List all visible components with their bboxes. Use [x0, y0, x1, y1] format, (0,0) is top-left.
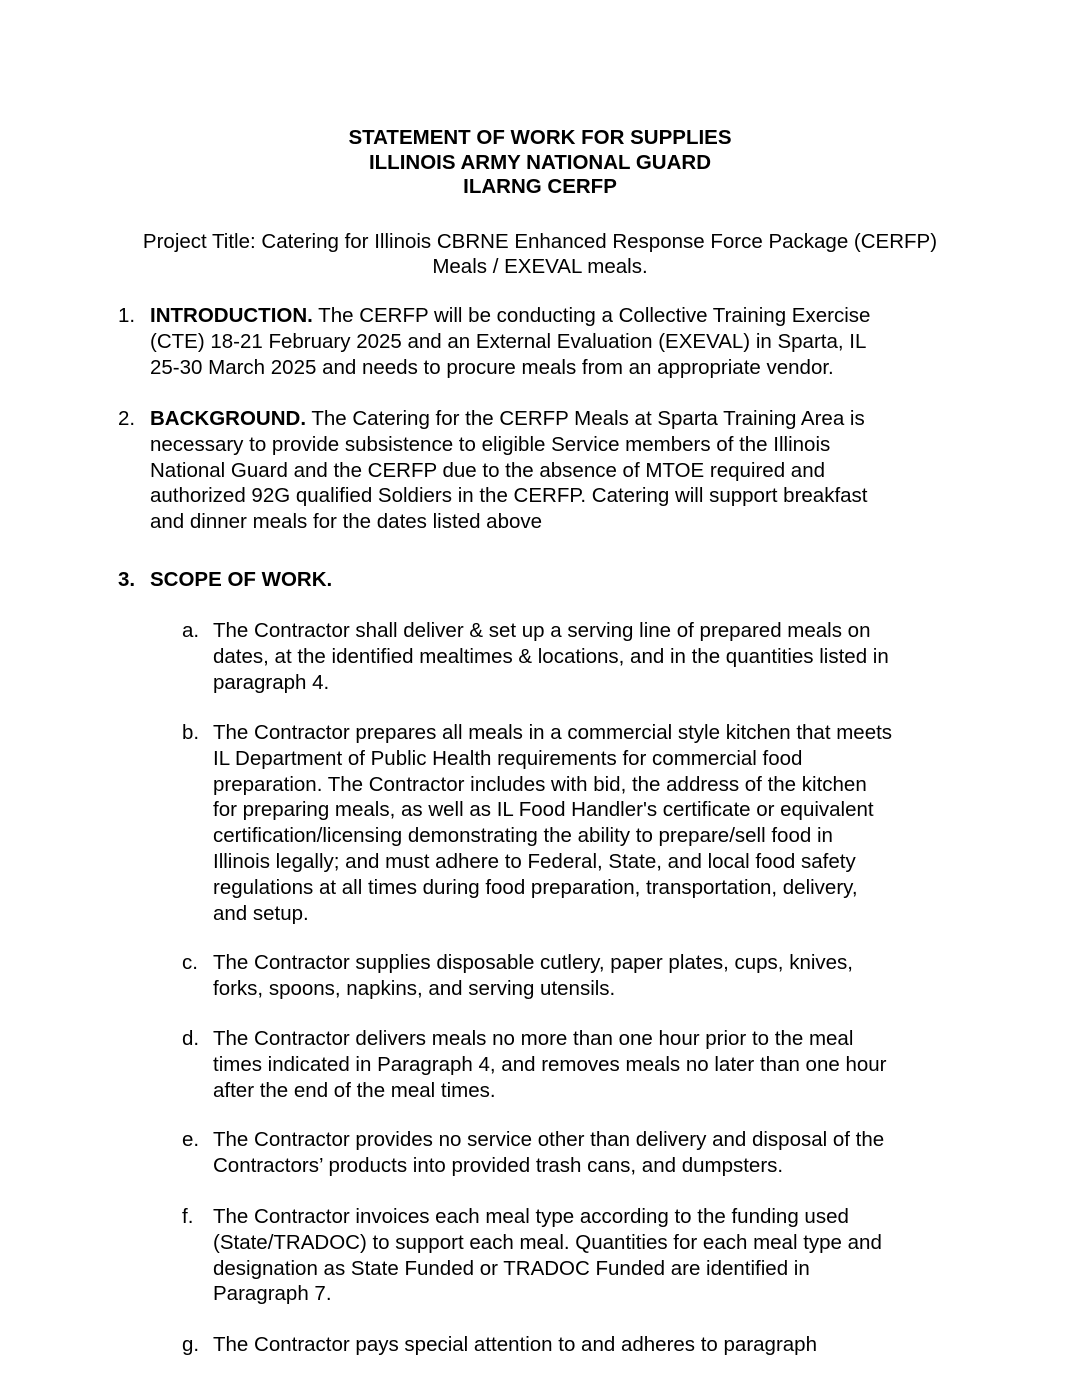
scope-item-line: Illinois legally; and must adhere to Federal, State, and local food safety — [213, 849, 856, 873]
scope-item-line: The Contractor invoices each meal type according to the funding used — [213, 1205, 849, 1228]
scope-item-line: regulations at all times during food preparation, transportation, delivery, — [213, 875, 858, 899]
scope-item-body — [213, 1127, 933, 1179]
section-line: necessary to provide subsistence to eligible Service members of the Illinois — [150, 432, 831, 456]
scope-item-line: forks, spoons, napkins, and serving utensils. — [213, 976, 616, 1000]
section-number: 1. — [118, 304, 136, 327]
section-number: 2. — [118, 407, 136, 430]
scope-item-letter: c. — [182, 951, 198, 974]
scope-item-line: The Contractor pays special attention to and adheres to paragraph — [213, 1333, 817, 1356]
scope-item-line: The Contractor shall deliver & set up a serving line of prepared meals on — [213, 619, 871, 642]
scope-item-letter: a. — [182, 619, 200, 642]
scope-item-body — [213, 1204, 933, 1307]
scope-item-body — [213, 950, 933, 1002]
scope-item-line: and setup. — [213, 901, 309, 925]
project-title-line-2: Meals / EXEVAL meals. — [432, 255, 648, 278]
scope-item-line: IL Department of Public Health requirements for commercial food — [213, 746, 803, 770]
scope-item-line: The Contractor delivers meals no more than one hour prior to the meal — [213, 1027, 854, 1050]
scope-item-line: The Contractor prepares all meals in a commercial style kitchen that meets — [213, 721, 893, 744]
scope-item-body — [213, 720, 933, 926]
scope-item-line: (State/TRADOC) to support each meal. Quantities for each meal type and — [213, 1230, 882, 1254]
scope-item-letter: e. — [182, 1128, 200, 1151]
scope-item-line: after the end of the meal times. — [213, 1078, 496, 1102]
section-line: (CTE) 18-21 February 2025 and an External Evaluation (EXEVAL) in Sparta, IL — [150, 329, 867, 353]
project-title — [60, 229, 1020, 279]
scope-item-body — [213, 618, 933, 695]
scope-item-line: Paragraph 7. — [213, 1282, 332, 1306]
section-number: 3. — [118, 568, 136, 591]
scope-item-line: paragraph 4. — [213, 670, 330, 694]
document-header — [0, 126, 1080, 200]
scope-item-body — [213, 1026, 933, 1103]
project-title-line-1: Project Title: Catering for Illinois CBRNE Enhanced Response Force Package (CERFP) — [142, 230, 938, 253]
scope-item-line: The Contractor provides no service other than delivery and disposal of the — [213, 1128, 885, 1151]
header-line-2: ILLINOIS ARMY NATIONAL GUARD — [368, 150, 712, 174]
section-body — [150, 406, 930, 535]
scope-item-letter: b. — [182, 721, 200, 744]
scope-item-line: preparation. The Contractor includes with bid, the address of the kitchen — [213, 772, 867, 796]
section-line: BACKGROUND. The Catering for the CERFP Meals at Sparta Training Area is — [150, 407, 865, 430]
header-line-1: STATEMENT OF WORK FOR SUPPLIES — [348, 126, 732, 149]
scope-item-line: times indicated in Paragraph 4, and removes meals no later than one hour — [213, 1052, 887, 1076]
scope-item-letter: f. — [182, 1205, 194, 1228]
section-line: and dinner meals for the dates listed above — [150, 510, 543, 534]
section-line: INTRODUCTION. The CERFP will be conducting a Collective Training Exercise — [150, 304, 871, 327]
section-heading: SCOPE OF WORK. — [150, 568, 333, 591]
scope-item-letter: g. — [182, 1333, 200, 1356]
section-line: 25-30 March 2025 and needs to procure meals from an appropriate vendor. — [150, 355, 834, 379]
scope-item-line: certification/licensing demonstrating the ability to prepare/sell food in — [213, 824, 833, 848]
section-body — [150, 303, 930, 380]
scope-item-body — [213, 1332, 933, 1358]
scope-item-line: The Contractor supplies disposable cutlery, paper plates, cups, knives, — [213, 951, 854, 974]
section-line: authorized 92G qualified Soldiers in the CERFP. Catering will support breakfast — [150, 484, 868, 508]
section-line: National Guard and the CERFP due to the absence of MTOE required and — [150, 458, 826, 482]
scope-item-line: for preparing meals, as well as IL Food Handler's certificate or equivalent — [213, 798, 874, 822]
section-heading: INTRODUCTION. — [150, 304, 313, 327]
scope-item-letter: d. — [182, 1027, 200, 1050]
scope-item-line: Contractors’ products into provided trash cans, and dumpsters. — [213, 1153, 784, 1177]
section-heading: BACKGROUND. — [150, 407, 307, 430]
scope-item-line: dates, at the identified mealtimes & locations, and in the quantities listed in — [213, 644, 889, 668]
header-line-3: ILARNG CERFP — [463, 175, 617, 198]
scope-item-line: designation as State Funded or TRADOC Funded are identified in — [213, 1256, 810, 1280]
